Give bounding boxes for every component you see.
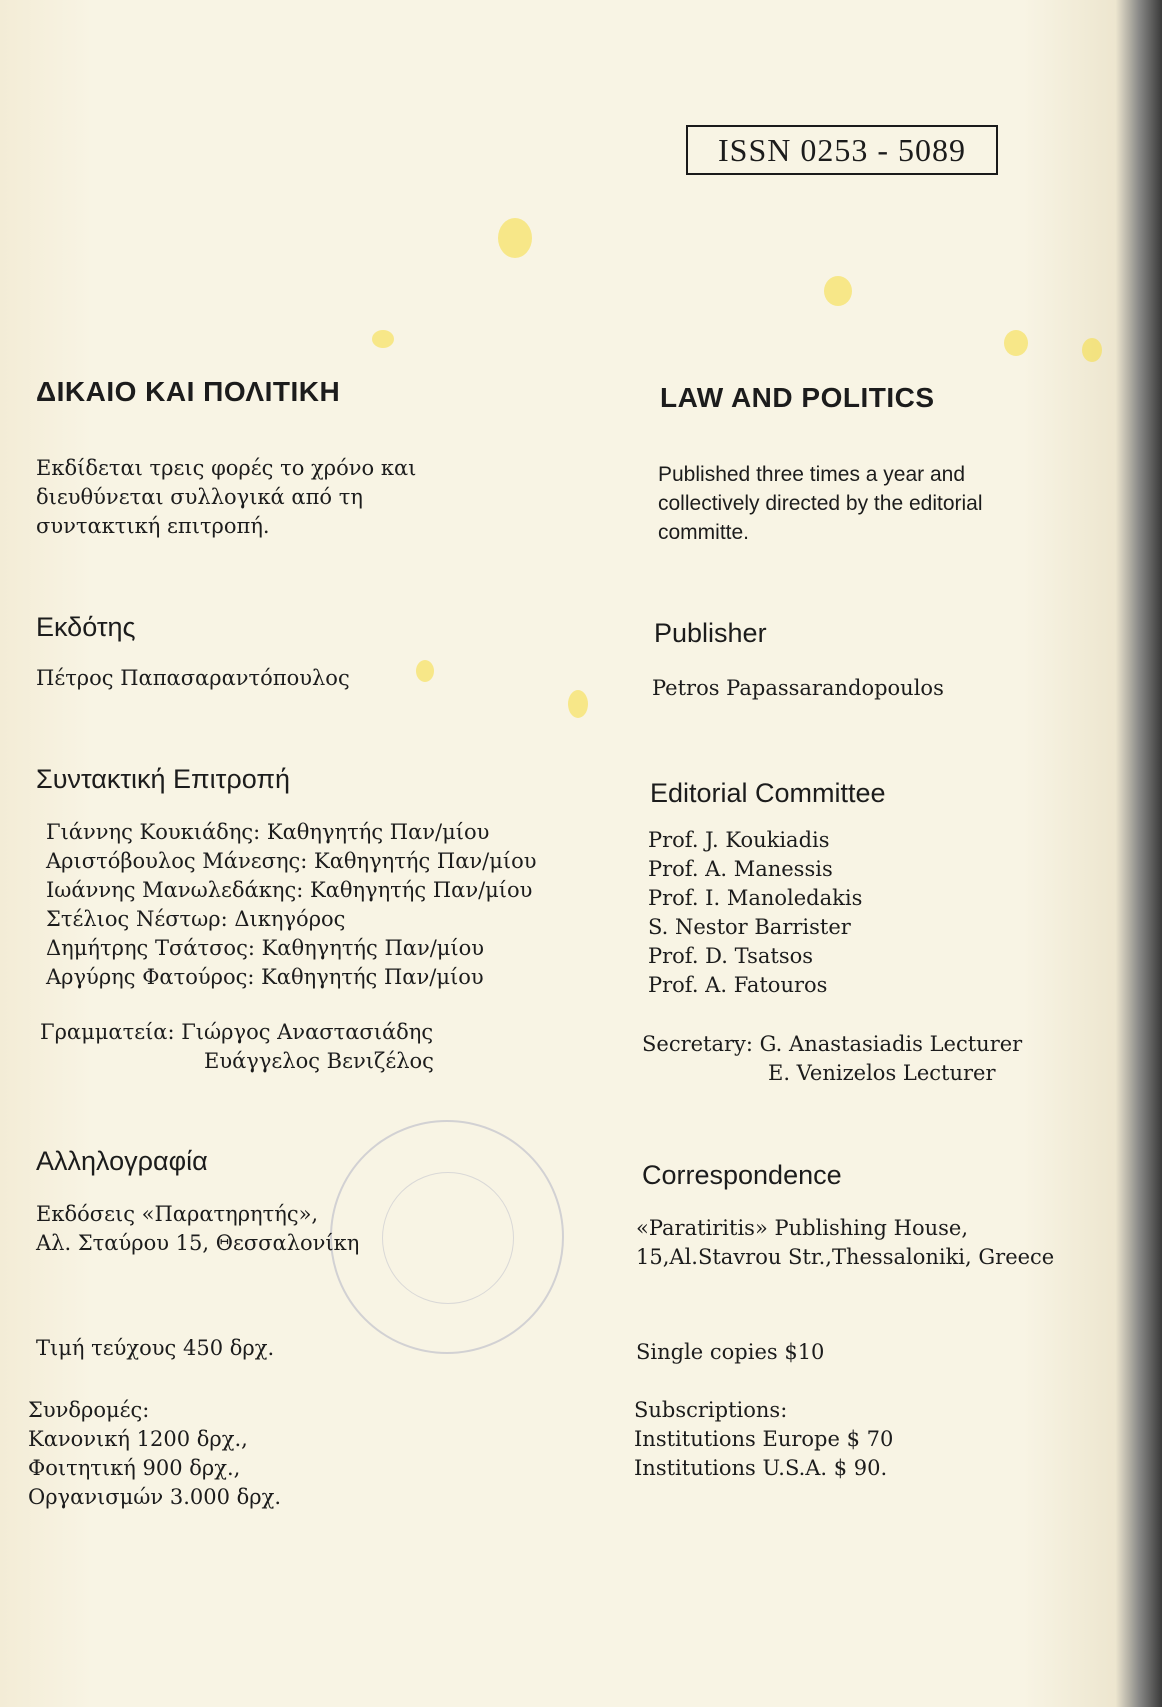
address-line: Αλ. Σταύρου 15, Θεσσαλονίκη [36,1231,360,1255]
stain [568,690,588,718]
english-secretary [642,1030,1022,1088]
committee-member: Ιωάννης Μανωλεδάκης: Καθηγητής Παν/μίου [46,878,533,902]
library-stamp [330,1120,564,1354]
greek-intro-line: Εκδίδεται τρεις φορές το χρόνο και [36,456,417,480]
subscriptions-heading: Συνδρομές: [28,1398,150,1422]
committee-member: Prof. D. Tsatsos [648,944,814,968]
greek-subscriptions [28,1396,281,1512]
committee-member: Prof. J. Koukiadis [648,828,830,852]
greek-committee-list [46,818,537,992]
english-intro-line: Published three times a year and [658,463,966,486]
english-correspondence [636,1214,1054,1272]
english-title: LAW AND POLITICS [660,382,935,413]
greek-intro [36,454,416,541]
committee-member: Γιάννης Κουκιάδης: Καθηγητής Παν/μίου [46,820,490,844]
stain [824,276,852,306]
committee-member: Prof. A. Fatouros [648,973,828,997]
stain [498,218,532,258]
stain [1004,330,1028,356]
english-publisher-name: Petros Papassarandopoulos [652,676,944,700]
english-publisher-heading: Publisher [654,618,767,648]
greek-committee-heading: Συντακτική Επιτροπή [36,764,290,794]
subscriptions-heading: Subscriptions: [634,1398,788,1422]
greek-secretary [40,1018,434,1076]
committee-member: S. Nestor Barrister [648,915,851,939]
secretary-line: Secretary: G. Anastasiadis Lecturer [642,1032,1023,1056]
english-committee-heading: Editorial Committee [650,778,886,808]
english-correspondence-heading: Correspondence [642,1160,842,1190]
english-subscriptions [634,1396,893,1483]
greek-price: Τιμή τεύχους 450 δρχ. [36,1336,275,1360]
english-intro-line: committe. [658,521,750,544]
subscription-line: Institutions U.S.A. $ 90. [634,1456,888,1480]
committee-member: Δημήτρης Τσάτσος: Καθηγητής Παν/μίου [46,936,485,960]
secretary-line: E. Venizelos Lecturer [768,1061,996,1085]
committee-member: Αργύρης Φατούρος: Καθηγητής Παν/μίου [46,965,484,989]
address-line: 15,Al.Stavrou Str.,Thessaloniki, Greece [636,1245,1055,1269]
subscription-line: Οργανισμών 3.000 δρχ. [28,1485,282,1509]
stain [1082,338,1102,362]
subscription-line: Κανονική 1200 δρχ., [28,1427,248,1451]
greek-publisher-heading: Εκδότης [36,612,136,642]
greek-correspondence [36,1200,359,1258]
greek-title: ΔΙΚΑΙΟ ΚΑΙ ΠΟΛΙΤΙΚΗ [36,376,341,407]
english-intro-line: collectively directed by the editorial [658,492,983,515]
greek-correspondence-heading: Αλληλογραφία [36,1146,208,1176]
stain [372,330,394,348]
address-line: «Paratiritis» Publishing House, [636,1216,969,1240]
issn-box: ISSN 0253 - 5089 [686,125,998,175]
greek-intro-line: διευθύνεται συλλογικά από τη [36,485,363,509]
english-price: Single copies $10 [636,1340,825,1364]
committee-member: Αριστόβουλος Μάνεσης: Καθηγητής Παν/μίου [46,849,537,873]
committee-member: Στέλιος Νέστωρ: Δικηγόρος [46,907,346,931]
stain [416,660,434,682]
subscription-line: Φοιτητική 900 δρχ., [28,1456,241,1480]
english-intro [658,460,983,547]
secretary-line: Ευάγγελος Βενιζέλος [204,1049,434,1073]
address-line: Εκδόσεις «Παρατηρητής», [36,1202,319,1226]
committee-member: Prof. A. Manessis [648,857,833,881]
secretary-line: Γραμματεία: Γιώργος Αναστασιάδης [40,1020,434,1044]
committee-member: Prof. I. Manoledakis [648,886,863,910]
english-committee-list [648,826,862,1000]
greek-publisher-name: Πέτρος Παπασαραντόπουλος [36,666,350,690]
subscription-line: Institutions Europe $ 70 [634,1427,894,1451]
greek-intro-line: συντακτική επιτροπή. [36,514,270,538]
